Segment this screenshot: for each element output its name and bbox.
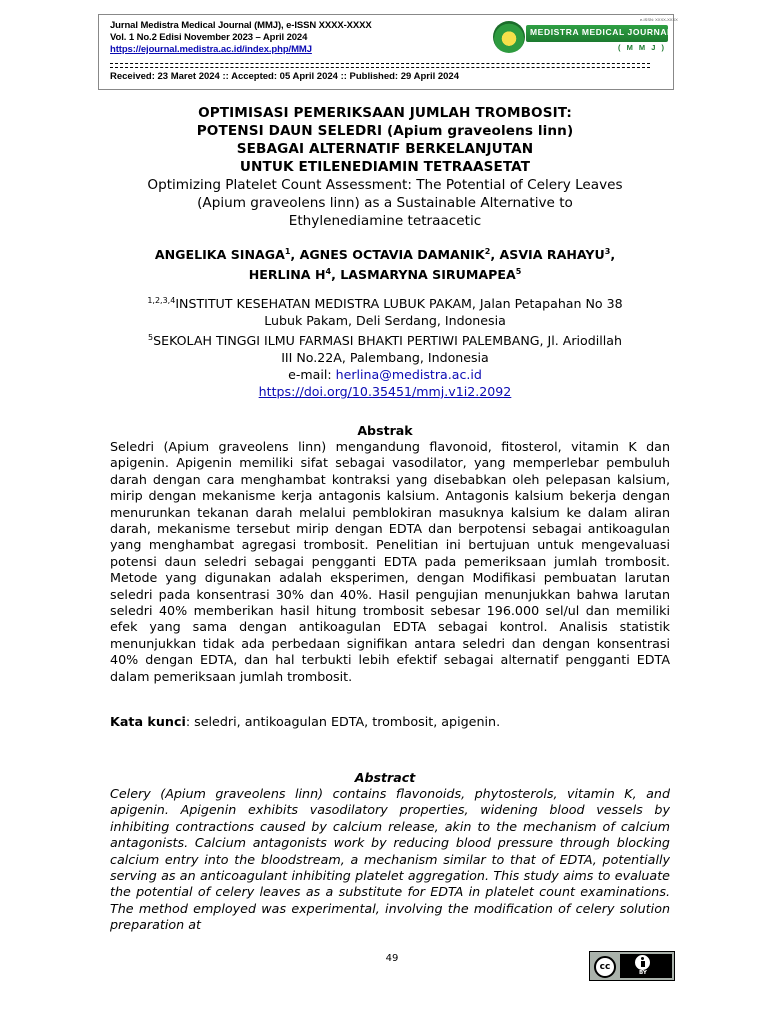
author-list xyxy=(100,243,670,283)
header-divider xyxy=(110,63,650,68)
cc-by-license-badge[interactable] xyxy=(589,951,675,981)
author-affiliation-marker: 4 xyxy=(325,267,332,277)
email-line xyxy=(100,366,670,383)
author-separator: , xyxy=(610,247,616,263)
paper-title xyxy=(100,104,670,230)
affiliation-marker: 1,2,3,4 xyxy=(147,296,176,305)
keywords-line xyxy=(110,714,500,729)
logo-title: MEDISTRA MEDICAL JOURNAL xyxy=(530,27,673,37)
abstrak-body: Seledri (Apium graveolens linn) mengandung flavonoid, fitosterol, vitamin K dan apigenin. Apigenin memiliki sifat sebagai vasodilator, yang memperlebar pembuluh darah dengan cara menghambat kontraksi yang disebabkan oleh pelepasan kalsium, mirip dengan mekanisme kerja antagonis kalsium. Antagonis kalsium bekerja dengan menurunkan tekanan darah melalui pemblokiran masuknya kalsium ke dalam aliran darah, mekanisme tersebut mirip dengan EDTA dan berpotensi sebagai antikoagulan yang menghambat agregasi trombosit. Penelitian ini bertujuan untuk mengevaluasi potensi daun seledri sebagai pengganti EDTA pada pemeriksaan jumlah trombosit. Metode yang digunakan adalah eksperimen, dengan Modifikasi pembuatan larutan seledri pada konsentrasi 30% dan 40%. Hasil pengujian menunjukkan bahwa larutan seledri 40% memberikan hasil hitung trombosit sebesar 196.000 sel/ul dan memiliki efek yang sama dengan antikoagulan EDTA sebagai kontrol. Analisis statistik menunjukkan tidak ada perbedaan signifikan antara seledri dan dengan konsentrasi 40% dengan EDTA, dan hal terbukti lebih efektif sebagai alternatif pengganti EDTA dalam pemeriksaan jumlah trombosit. xyxy=(110,439,670,684)
logo-subtitle: ( M M J ) xyxy=(618,43,666,52)
email-label: e-mail: xyxy=(288,367,336,383)
author-affiliation-marker: 2 xyxy=(484,247,491,256)
title-indonesian-line-3: SEBAGAI ALTERNATIF BERKELANJUTAN xyxy=(236,141,534,157)
logo-issn: e-ISSN: XXXX-XXXX xyxy=(640,17,678,22)
abstract-body: Celery (Apium graveolens linn) contains flavonoids, phytosterols, vitamin K, and apigenin. Apigenin exhibits vasodilatory properties, widening blood vessels by inhibiting contractions caused by calcium release, akin to the mechanism of calcium antagonists. Calcium antagonists work by reducing blood pressure through blocking calcium entry into the bloodstream, a mechanism similar to that of EDTA, potentially serving as an anticoagulant inhibiting platelet aggregation. This study aims to evaluate the potential of celery leaves as a substitute for EDTA in platelet count examinations. The method employed was experimental, involving the modification of celery solution preparation at xyxy=(110,786,670,933)
affiliations xyxy=(100,292,670,400)
author-affiliation-marker: 3 xyxy=(604,247,611,256)
affiliation-2-line-1 xyxy=(100,329,670,349)
keywords-label: Kata kunci xyxy=(110,714,186,729)
title-english-line-3: Ethylenediamine tetraacetic xyxy=(288,213,482,229)
title-english-line-1: Optimizing Platelet Count Assessment: The Potential of Celery Leaves xyxy=(147,177,623,193)
attribution-icon-body xyxy=(641,961,645,967)
abstract-heading: Abstract xyxy=(354,770,416,785)
emblem-icon xyxy=(493,21,525,53)
author-name: HERLINA H xyxy=(248,267,326,283)
author-affiliation-marker: 5 xyxy=(515,267,522,277)
doi-line xyxy=(100,383,670,400)
journal-logo xyxy=(490,17,678,54)
journal-name-line: Jurnal Medistra Medical Journal (MMJ), e-ISSN XXXX-XXXX xyxy=(110,20,372,31)
author-line-1 xyxy=(100,243,670,263)
attribution-icon-head xyxy=(641,957,644,960)
author-name: ANGELIKA SINAGA xyxy=(154,247,285,263)
affiliation-text: SEKOLAH TINGGI ILMU FARMASI BHAKTI PERTIWI PALEMBANG, Jl. Ariodillah xyxy=(153,333,622,349)
cc-icon xyxy=(592,954,618,978)
page-number: 49 xyxy=(385,953,399,964)
title-indonesian-line-1: OPTIMISASI PEMERIKSAAN JUMLAH TROMBOSIT: xyxy=(198,105,572,121)
author-name: , ASVIA RAHAYU xyxy=(490,247,605,263)
affiliation-1-line-2: Lubuk Pakam, Deli Serdang, Indonesia xyxy=(264,313,506,329)
author-name: , AGNES OCTAVIA DAMANIK xyxy=(290,247,485,263)
author-affiliation-marker: 1 xyxy=(284,247,291,256)
abstrak-heading: Abstrak xyxy=(357,423,413,438)
author-line-2 xyxy=(100,263,670,283)
keywords-text: : seledri, antikoagulan EDTA, trombosit, apigenin. xyxy=(185,714,501,729)
journal-volume-line: Vol. 1 No.2 Edisi November 2023 – April 2024 xyxy=(110,32,308,43)
title-english-line-2: (Apium graveolens linn) as a Sustainable Alternative to xyxy=(197,195,573,211)
doi-link[interactable]: https://doi.org/10.35451/mmj.v1i2.2092 xyxy=(258,384,512,400)
affiliation-2-line-2: III No.22A, Palembang, Indonesia xyxy=(281,350,489,366)
cc-circle: cc xyxy=(594,956,616,978)
title-indonesian-line-2: POTENSI DAUN SELEDRI (Apium graveolens linn) xyxy=(196,123,574,139)
journal-header-info xyxy=(110,20,372,56)
affiliation-1-line-1 xyxy=(100,292,670,312)
by-label: BY xyxy=(639,970,647,976)
journal-url-link[interactable]: https://ejournal.medistra.ac.id/index.php/MMJ xyxy=(110,44,312,55)
affiliation-text: INSTITUT KESEHATAN MEDISTRA LUBUK PAKAM, Jalan Petapahan No 38 xyxy=(175,296,623,312)
received-dates: Received: 23 Maret 2024 :: Accepted: 05 April 2024 :: Published: 29 April 2024 xyxy=(110,71,459,82)
affiliation-marker: 5 xyxy=(148,333,154,343)
author-name: , LASMARYNA SIRUMAPEA xyxy=(331,267,516,283)
email-link[interactable]: herlina@medistra.ac.id xyxy=(335,367,482,383)
title-indonesian-line-4: UNTUK ETILENEDIAMIN TETRAASETAT xyxy=(239,159,531,175)
